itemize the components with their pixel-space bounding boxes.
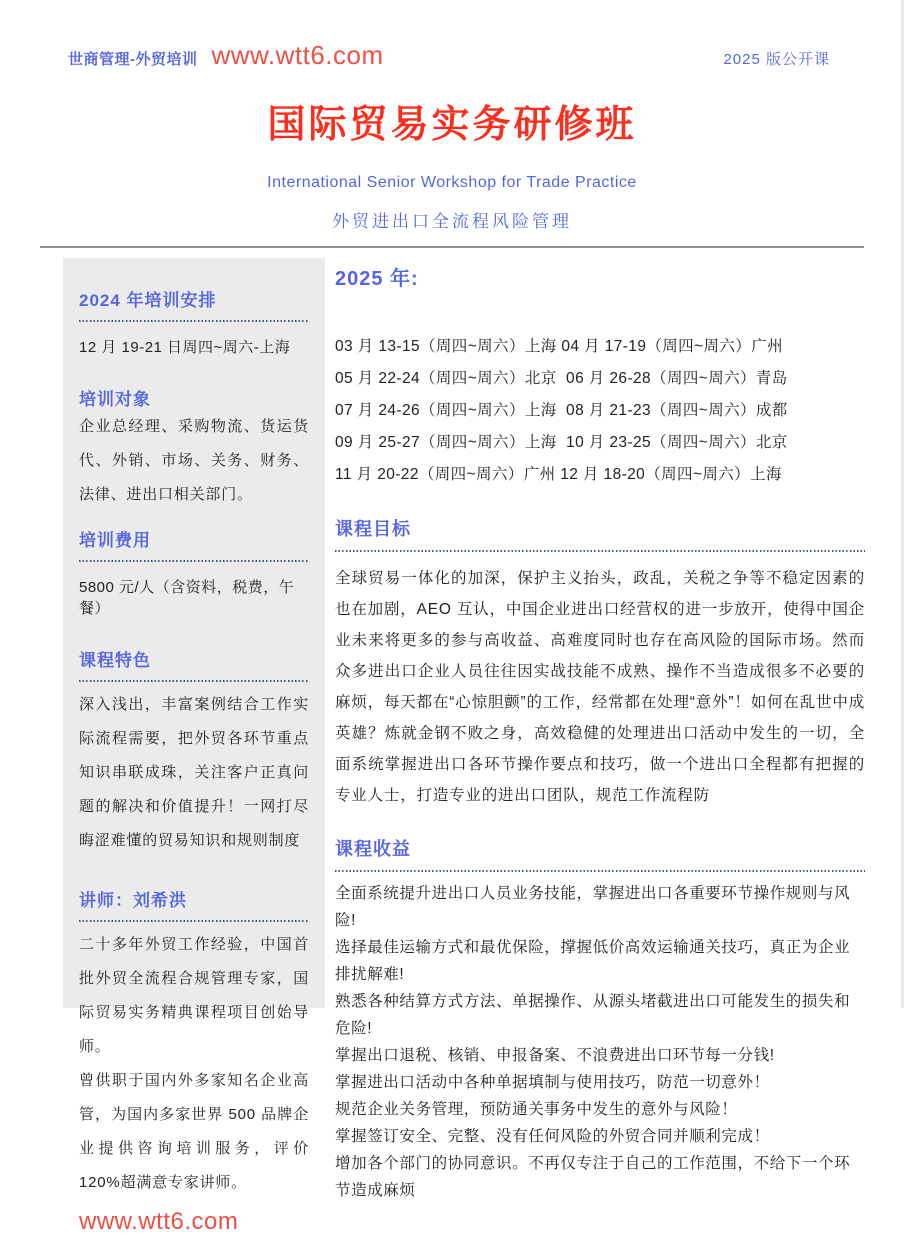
benefit-line: 掌握签订安全、完整、没有任何风险的外贸合同并顺利完成！ <box>335 1128 770 1145</box>
benefit-line: 掌握出口退税、核销、申报备案、不浪费进出口环节每一分钱! <box>335 1047 775 1064</box>
brand-label: 世商管理-外贸培训 <box>68 51 198 68</box>
schedule-line: 05 月 22-24（周四~周六）北京 06 月 26-28（周四~周六）青岛 <box>335 370 788 387</box>
benefit-line: 掌握进出口活动中各种单据填制与使用技巧，防范一切意外！ <box>335 1074 770 1091</box>
subtitle-english: International Senior Workshop for Trade Practice <box>267 174 637 191</box>
benefit-line: 全面系统提升进出口人员业务技能，掌握进出口各重要环节操作规则与风险! <box>335 885 851 929</box>
dotted-divider <box>79 920 309 922</box>
objectives-text: 全球贸易一体化的加深，保护主义抬头，政乱，关税之争等不稳定因素的也在加剧，AEO 互认，中国企业进出口经营权的进一步放开，使得中国企业未来将更多的参与高收益、高难度同时也存在高风险的国际市场。然而众多进出口企业人员往往因实战技能不成熟、操作不当造成很多不必要的麻烦，每天都在“心惊胆颤”的工作，经常都在处理“意外”！如何在乱世中成英雄？炼就金钢不败之身，高效稳健的处理进出口活动中发生的一切，全面系统掌握进出口各环节操作要点和技巧，做一个进出口全程都有把握的专业人士，打造专业的进出口团队，规范工作流程防 <box>335 570 865 804</box>
benefit-line: 规范企业关务管理，预防通关事务中发生的意外与风险！ <box>335 1101 738 1118</box>
sidebar-heading-fee: 培训费用 <box>79 531 151 550</box>
header-divider <box>40 246 864 248</box>
dotted-divider <box>335 550 865 552</box>
schedule-2025 <box>335 331 865 491</box>
schedule-line: 09 月 25-27（周四~周六）上海 10 月 23-25（周四~周六）北京 <box>335 434 788 451</box>
lecturer-bio-1: 二十多年外贸工作经验，中国首批外贸全流程合规管理专家，国际贸易实务精典课程项目创始导师。 <box>79 936 309 1055</box>
benefit-line: 增加各个部门的协同意识。不再仅专注于自己的工作范围，不给下一个环节造成麻烦 <box>335 1155 851 1199</box>
heading-objectives: 课程目标 <box>335 519 411 539</box>
sidebar <box>63 258 325 1235</box>
heading-2025-schedule: 2025 年: <box>335 268 419 290</box>
audience-text: 企业总经理、采购物流、货运货代、外销、市场、关务、财务、法律、进出口相关部门。 <box>79 418 309 503</box>
site-url-link[interactable]: www.wtt6.com <box>211 40 384 70</box>
schedule-line: 03 月 13-15（周四~周六）上海 04 月 17-19（周四~周六）广州 <box>335 338 784 355</box>
main-column <box>335 258 865 1199</box>
benefit-line: 熟悉各种结算方式方法、单据操作、从源头堵截进出口可能发生的损失和危险! <box>335 993 851 1037</box>
dotted-divider <box>79 320 309 322</box>
schedule-line: 11 月 20-22（周四~周六）广州 12 月 18-20（周四~周六）上海 <box>335 466 782 483</box>
sidebar-heading-2024-schedule: 2024 年培训安排 <box>79 291 217 310</box>
edition-label: 2025 版公开课 <box>723 51 830 68</box>
features-text: 深入浅出，丰富案例结合工作实际流程需要，把外贸各环节重点知识串联成珠，关注客户正真问题的解决和价值提升！一网打尽晦涩难懂的贸易知识和规则制度 <box>79 696 309 849</box>
lecturer-bio-2: 曾供职于国内外多家知名企业高管，为国内多家世界 500 品牌企业提供咨询培训服务，评价 120%超满意专家讲师。 <box>79 1072 309 1191</box>
benefits-list <box>335 880 865 1204</box>
header <box>0 0 904 71</box>
dotted-divider <box>335 870 865 872</box>
sidebar-heading-features: 课程特色 <box>79 651 151 670</box>
schedule-2024-line: 12 月 19-21 日周四~周六-上海 <box>79 339 291 356</box>
section-objectives <box>335 515 865 811</box>
schedule-line: 07 月 24-26（周四~周六）上海 08 月 21-23（周四~周六）成都 <box>335 402 788 419</box>
page-title: 国际贸易实务研修班 <box>267 104 637 146</box>
heading-benefits: 课程收益 <box>335 839 411 859</box>
dotted-divider <box>79 560 309 562</box>
content-columns <box>0 258 904 1235</box>
benefit-line: 选择最佳运输方式和最优保险，撑握低价高效运输通关技巧，真正为企业排扰解难! <box>335 939 851 983</box>
dotted-divider <box>79 680 309 682</box>
sidebar-heading-lecturer: 讲师：刘希洪 <box>79 891 187 910</box>
title-block <box>0 93 904 232</box>
subtitle-chinese: 外贸进出口全流程风险管理 <box>332 212 572 231</box>
section-benefits <box>335 835 865 1204</box>
fee-text: 5800 元/人（含资料，税费，午餐） <box>79 579 295 617</box>
site-url-link[interactable]: www.wtt6.com <box>79 1208 239 1235</box>
sidebar-heading-audience: 培训对象 <box>79 390 151 409</box>
